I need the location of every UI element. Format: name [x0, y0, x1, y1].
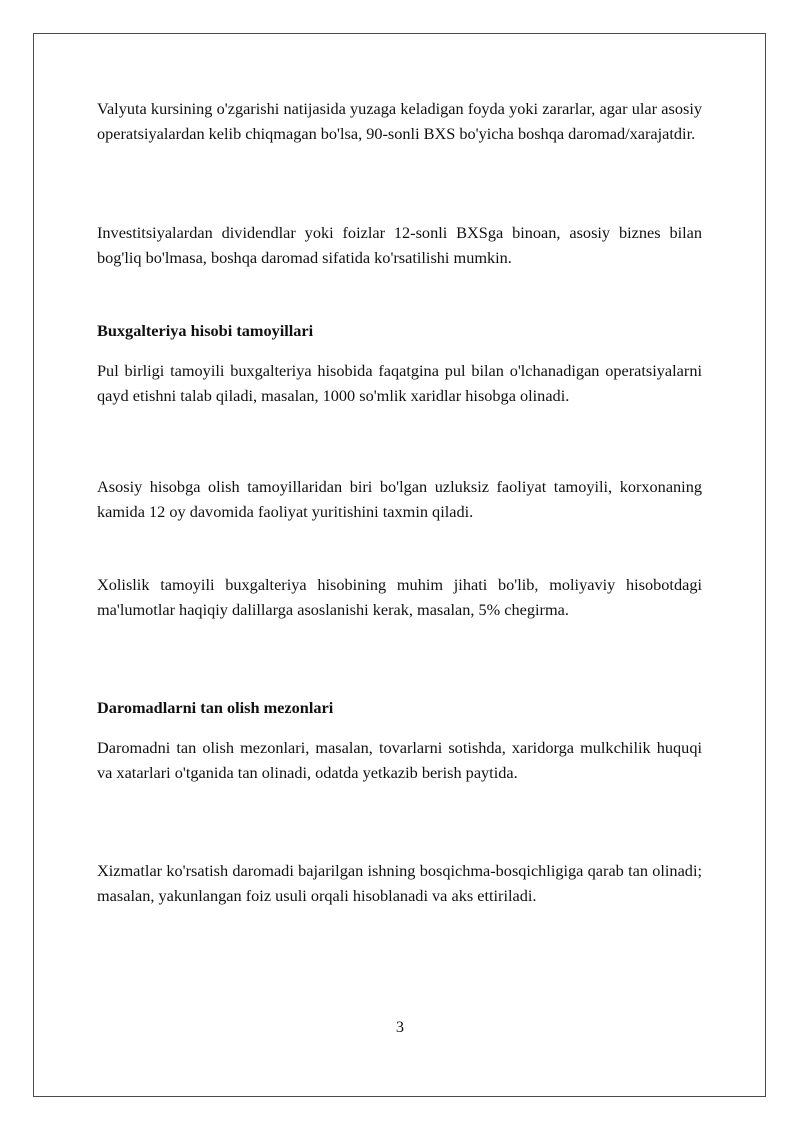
heading-revenue-recognition: Daromadlarni tan olish mezonlari [97, 698, 334, 717]
paragraph-going-concern: Asosiy hisobga olish tamoyillaridan biri bo'lgan uzluksiz faoliyat tamoyili, korxonaning kamida 12 oy davomida faoliyat yuritishini taxmin qiladi. [97, 477, 702, 521]
paragraph-goods-revenue: Daromadni tan olish mezonlari, masalan, tovarlarni sotishda, xaridorga mulkchilik huquqi va xatarlari o'tganida tan olinadi, odatda yetkazib berish paytida. [97, 738, 702, 782]
paragraph-objectivity: Xolislik tamoyili buxgalteriya hisobining muhim jihati bo'lib, moliyaviy hisobotdagi ma'lumotlar haqiqiy dalillarga asoslanishi kerak, masalan, 5% chegirma. [97, 575, 702, 619]
paragraph-monetary-unit: Pul birligi tamoyili buxgalteriya hisobida faqatgina pul bilan o'lchanadigan operatsiyalarni qayd etishni talab qiladi, masalan, 1000 so'mlik xaridlar hisobga olinadi. [97, 361, 702, 405]
paragraph-services-revenue: Xizmatlar ko'rsatish daromadi bajarilgan ishning bosqichma-bosqichligiga qarab tan olinadi; masalan, yakunlangan foiz usuli orqali hisoblanadi va aks ettiriladi. [97, 861, 702, 905]
page-number: 3 [395, 1017, 405, 1036]
page-border [33, 33, 766, 1097]
paragraph-currency-exchange: Valyuta kursining o'zgarishi natijasida yuzaga keladigan foyda yoki zararlar, agar ular asosiy operatsiyalardan kelib chiqmagan bo'lsa, 90-sonli BXS bo'yicha boshqa daromad/xarajatdir. [97, 99, 702, 143]
paragraph-investment-dividends: Investitsiyalardan dividendlar yoki foizlar 12-sonli BXSga binoan, asosiy biznes bilan bog'liq bo'lmasa, boshqa daromad sifatida ko'rsatilishi mumkin. [97, 223, 702, 267]
heading-accounting-principles: Buxgalteriya hisobi tamoyillari [97, 321, 314, 340]
